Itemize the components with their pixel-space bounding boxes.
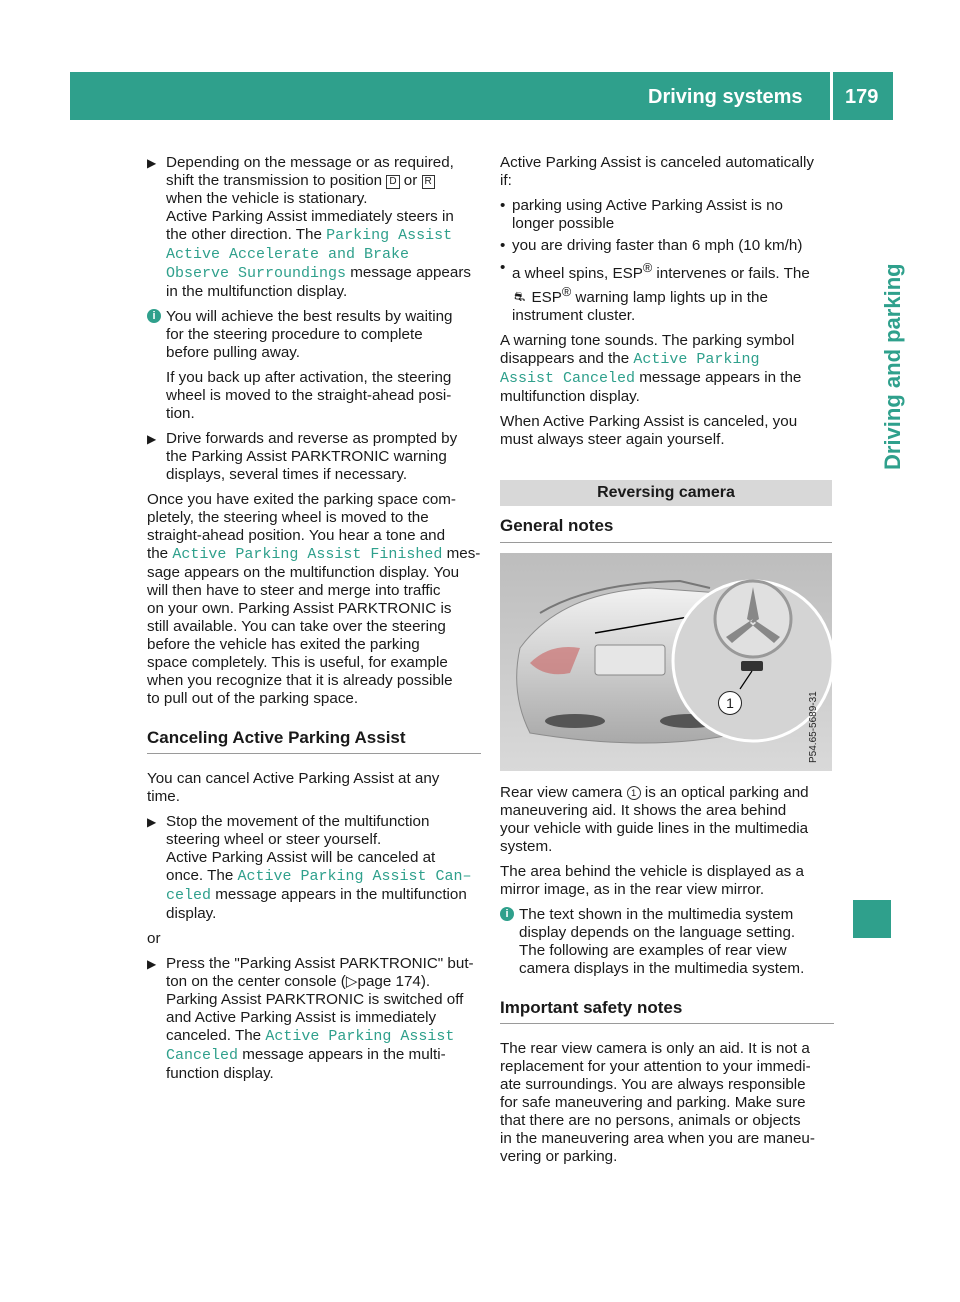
display-message: celed xyxy=(166,887,212,904)
side-tab-marker xyxy=(853,900,891,938)
step-arrow-icon: ▶ xyxy=(147,815,157,829)
esp-warning-lamp-icon: ⛐ xyxy=(514,289,526,305)
right-column xyxy=(500,154,834,456)
display-message: Assist Canceled xyxy=(500,370,636,388)
page-ref-arrow-icon: ▷ xyxy=(345,973,358,990)
callout-1: 1 xyxy=(718,691,742,715)
step-item: ▶ Press the "Parking Assist PARKTRONIC" but- ton on the center console (▷page 174). Parking Assist PARKTRONIC is switched off and Active Parking Assist is immediately canceled. The Active Parking Assist Canceled message appears in the multi- function display. xyxy=(147,955,474,1082)
bullet-icon: • xyxy=(500,237,506,254)
paragraph: The area behind the vehicle is displayed as a mirror image, as in the rear view mirror. xyxy=(500,863,804,898)
bullet-item: • a wheel spins, ESP® intervenes or fails. The ⛐ ESP® warning lamp lights up in the instrument cluster. xyxy=(500,259,810,325)
step-arrow-icon: ▶ xyxy=(147,432,157,446)
header-divider xyxy=(830,72,833,120)
bullet-item: • you are driving faster than 6 mph (10 km/h) xyxy=(500,237,803,254)
info-note: i The text shown in the multimedia system display depends on the language setting. The following are examples of rear view camera displays in the multimedia system. xyxy=(500,906,834,978)
display-message: Parking Assist xyxy=(326,227,453,244)
gear-r-icon: R xyxy=(422,175,435,189)
step-arrow-icon: ▶ xyxy=(147,957,157,971)
section-heading: Canceling Active Parking Assist xyxy=(147,729,481,754)
paragraph: Active Parking Assist is canceled automatically if: xyxy=(500,154,815,189)
callout-ref-icon: 1 xyxy=(627,786,641,800)
step-item: ▶ Depending on the message or as required, shift the transmission to position D or R when the vehicle is stationary. Active Parking Assist immediately steers in the other direction. The Parking Assist Active Accelerate and Brake Observe Surroundings message appears in the multifunction display. xyxy=(147,154,471,300)
info-icon: i xyxy=(500,907,514,921)
section-banner: Reversing camera xyxy=(500,480,832,506)
bullet-item: • parking using Active Parking Assist is no longer possible xyxy=(500,197,783,232)
display-message: Active Accelerate and Brake xyxy=(166,246,410,263)
info-icon: i xyxy=(147,309,161,323)
step-item: ▶ Drive forwards and reverse as prompted by the Parking Assist PARKTRONIC warning displays, several times if necessary. xyxy=(147,430,458,483)
car-rear-illustration xyxy=(500,553,832,771)
figure-code: P54.65-5689-31 xyxy=(808,691,819,763)
paragraph: Rear view camera 1 is an optical parking and maneuvering aid. It shows the area behind your vehicle with guide lines in the multimedia system. xyxy=(500,784,809,855)
paragraph: You can cancel Active Parking Assist at any time. xyxy=(147,770,440,805)
display-message: Active Parking Assist Finished xyxy=(172,546,443,563)
or-label: or xyxy=(147,930,161,947)
rear-camera-figure xyxy=(500,553,832,771)
section-heading: General notes xyxy=(500,516,832,543)
general-notes-header xyxy=(500,516,832,543)
display-message: Active Parking xyxy=(633,351,760,369)
paragraph: A warning tone sounds. The parking symbol disappears and the Active Parking Assist Canceled message appears in the multifunction display. xyxy=(500,332,802,406)
step-arrow-icon: ▶ xyxy=(147,156,157,170)
reversing-camera-section-header xyxy=(500,480,832,506)
display-message: Canceled xyxy=(166,1047,239,1064)
paragraph: When Active Parking Assist is canceled, you must always steer again yourself. xyxy=(500,413,798,449)
header-title: Driving systems xyxy=(648,86,803,108)
bullet-icon: • xyxy=(500,197,506,214)
display-message: Observe Surroundings xyxy=(166,265,347,282)
display-message: Active Parking Assist Can– xyxy=(237,868,472,885)
gear-d-icon: D xyxy=(386,175,399,189)
bullet-icon: • xyxy=(500,259,506,276)
page-reference-link[interactable]: page 174). xyxy=(357,973,431,990)
left-column xyxy=(147,154,481,1090)
info-note: i You will achieve the best results by waiting for the steering procedure to complete before pulling away. If you back up after activation, the steering wheel is moved to the straight-ahead posi- tion. xyxy=(147,308,481,423)
section-heading: Important safety notes xyxy=(500,999,834,1024)
display-message: Active Parking Assist xyxy=(265,1028,455,1045)
side-tab-label: Driving and parking xyxy=(880,263,905,470)
right-column-lower xyxy=(500,784,834,1173)
page-number: 179 xyxy=(845,86,879,108)
step-item: ▶ Stop the movement of the multifunction steering wheel or steer yourself. Active Parking Assist will be canceled at once. The Active Parking Assist Can– celed message appears in the multifunction display. xyxy=(147,813,472,922)
paragraph: The rear view camera is only an aid. It is not a replacement for your attention to your immedi- ate surroundings. You are always responsible for safe maneuvering and parking. Make sure that there are no persons, animals or objects in the maneuvering area when you are maneu- vering or parking. xyxy=(500,1040,815,1165)
paragraph: Once you have exited the parking space com- pletely, the steering wheel is moved to the straight-ahead position. You hear a tone and the Active Parking Assist Finished mes- sage appears on the multifunction display. You will then have to steer and merge into traffic on your own. Parking Assist PARKTRONIC is still available. You can take over the steering before the vehicle has exited the parking space completely. This is useful, for example when you recognize that it is already possible to pull out of the parking space. xyxy=(147,491,481,707)
